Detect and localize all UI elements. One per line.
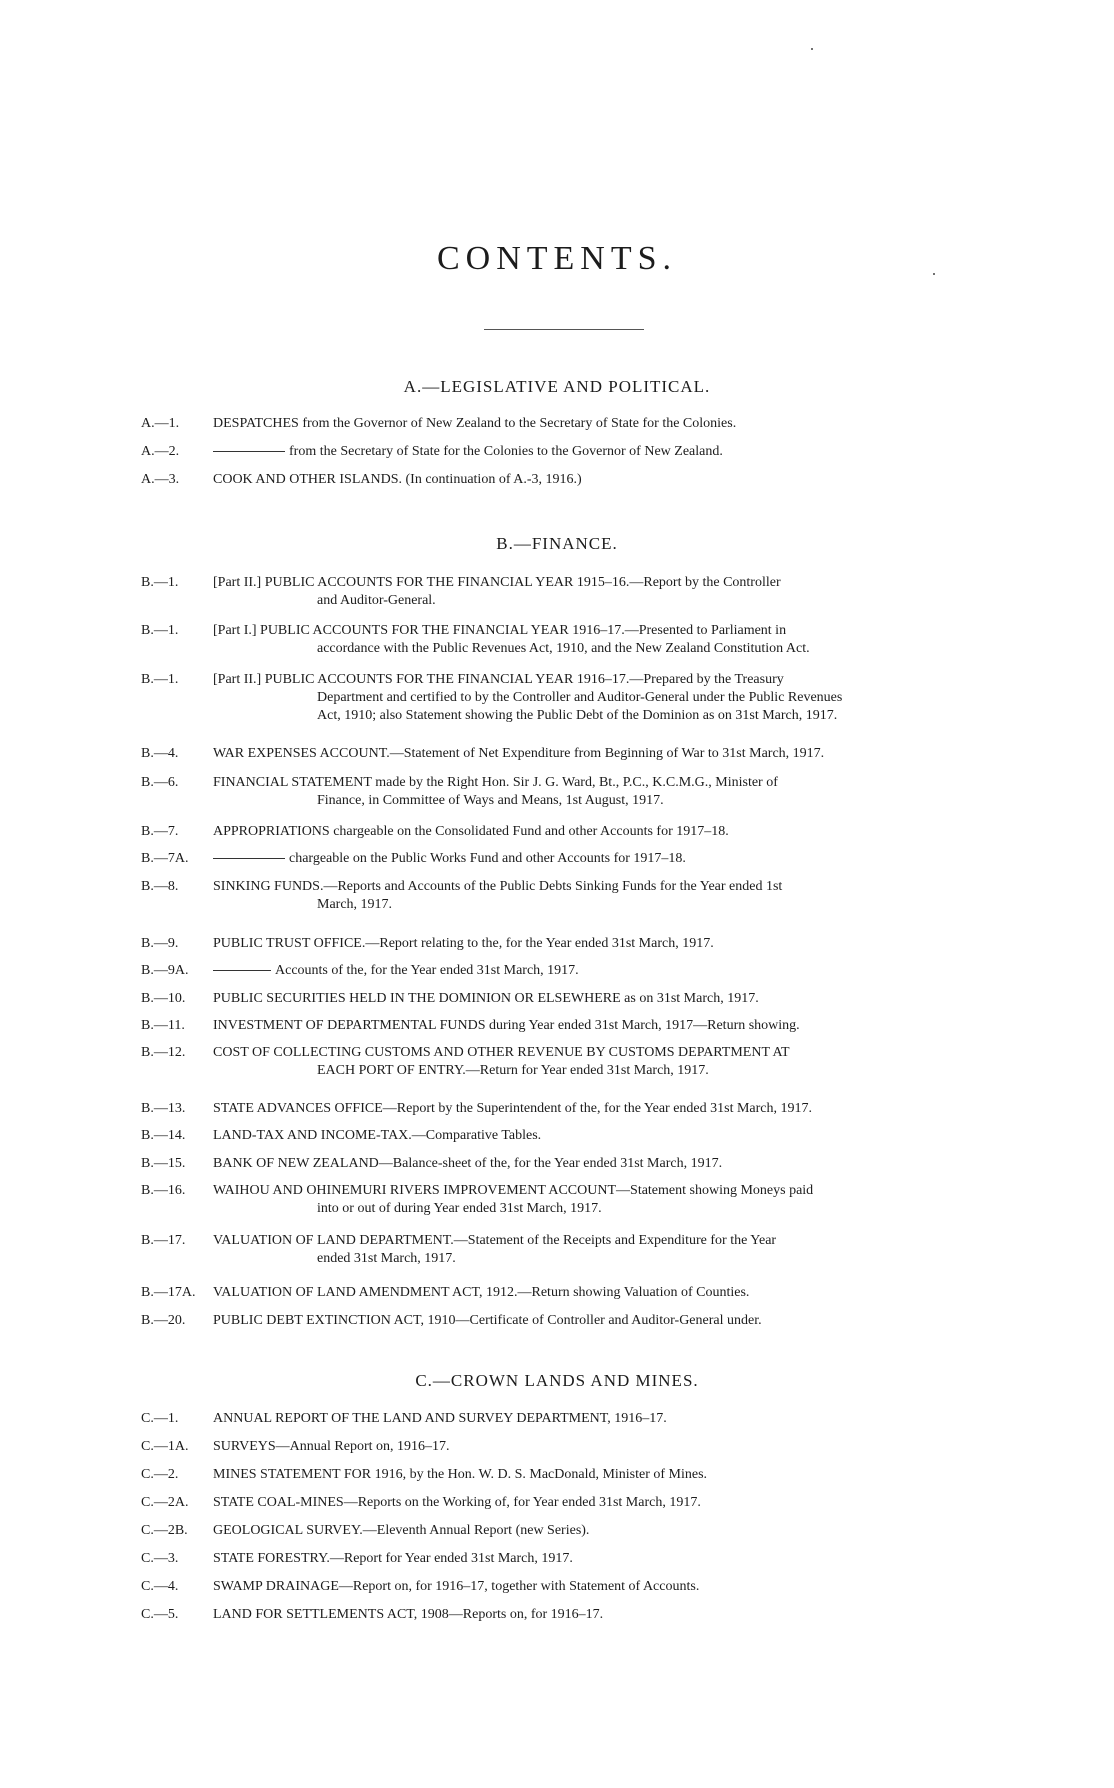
entry-text: COST OF COLLECTING CUSTOMS AND OTHER REVENUE BY CUSTOMS DEPARTMENT AT — [213, 1045, 790, 1060]
entry-code: C.—1. — [141, 1411, 179, 1426]
entry-text: [Part II.] PUBLIC ACCOUNTS FOR THE FINANCIAL YEAR 1915–16.—Report by the Controller — [213, 575, 781, 590]
entry-code: B.—1. — [141, 672, 179, 687]
entry-code: B.—4. — [141, 746, 179, 761]
entry-code: C.—2B. — [141, 1523, 188, 1538]
ditto-dash — [213, 970, 271, 971]
entry-text: PUBLIC SECURITIES HELD IN THE DOMINION OR ELSEWHERE as on 31st March, 1917. — [213, 991, 759, 1006]
entry-text: SINKING FUNDS.—Reports and Accounts of the Public Debts Sinking Funds for the Year ended 1st — [213, 879, 783, 894]
entry-text: GEOLOGICAL SURVEY.—Eleventh Annual Report (new Series). — [213, 1523, 590, 1538]
entry-code: B.—17A. — [141, 1285, 196, 1300]
entry-text: LAND-TAX AND INCOME-TAX.—Comparative Tables. — [213, 1128, 542, 1143]
entry-code: C.—2. — [141, 1467, 179, 1482]
entry-code: B.—17. — [141, 1233, 186, 1248]
entry-text: VALUATION OF LAND AMENDMENT ACT, 1912.—Return showing Valuation of Counties. — [213, 1285, 750, 1300]
entry-code: B.—12. — [141, 1045, 186, 1060]
entry-text: BANK OF NEW ZEALAND—Balance-sheet of the, for the Year ended 31st March, 1917. — [213, 1156, 723, 1171]
entry-text: DESPATCHES from the Governor of New Zealand to the Secretary of State for the Colonies. — [213, 416, 737, 431]
entry-text: PUBLIC DEBT EXTINCTION ACT, 1910—Certificate of Controller and Auditor-General under. — [213, 1313, 762, 1328]
entry-text-continuation: and Auditor-General. — [317, 593, 436, 608]
entry-text: SWAMP DRAINAGE—Report on, for 1916–17, together with Statement of Accounts. — [213, 1579, 700, 1594]
entry-text: [Part I.] PUBLIC ACCOUNTS FOR THE FINANCIAL YEAR 1916–17.—Presented to Parliament in — [213, 623, 787, 638]
entry-code: B.—10. — [141, 991, 186, 1006]
entry-text: STATE ADVANCES OFFICE—Report by the Superintendent of the, for the Year ended 31st March, 1917. — [213, 1101, 813, 1116]
entry-code: C.—3. — [141, 1551, 179, 1566]
entry-text: chargeable on the Public Works Fund and other Accounts for 1917–18. — [289, 851, 686, 866]
ditto-dash — [213, 451, 285, 452]
entry-code: B.—20. — [141, 1313, 186, 1328]
entry-code: C.—1A. — [141, 1439, 189, 1454]
title-rule — [484, 329, 644, 330]
entry-text-continuation: EACH PORT OF ENTRY.—Return for Year ended 31st March, 1917. — [317, 1063, 709, 1078]
scan-speck — [811, 48, 813, 50]
entry-code: B.—6. — [141, 775, 179, 790]
entry-code: B.—1. — [141, 575, 179, 590]
entry-text: MINES STATEMENT FOR 1916, by the Hon. W. D. S. MacDonald, Minister of Mines. — [213, 1467, 708, 1482]
entry-code: C.—2A. — [141, 1495, 189, 1510]
entry-text: STATE FORESTRY.—Report for Year ended 31st March, 1917. — [213, 1551, 573, 1566]
entry-code: A.—1. — [141, 416, 180, 431]
entry-text: APPROPRIATIONS chargeable on the Consolidated Fund and other Accounts for 1917–18. — [213, 824, 729, 839]
entry-text-continuation: into or out of during Year ended 31st March, 1917. — [317, 1201, 602, 1216]
entry-text-continuation: ended 31st March, 1917. — [317, 1251, 456, 1266]
entry-text-continuation: Department and certified to by the Controller and Auditor-General under the Public Revenues — [317, 690, 843, 705]
scan-speck — [933, 273, 935, 275]
entry-code: B.—14. — [141, 1128, 186, 1143]
entry-text: [Part II.] PUBLIC ACCOUNTS FOR THE FINANCIAL YEAR 1916–17.—Prepared by the Treasury — [213, 672, 784, 687]
section-heading-finance: B.—FINANCE. — [496, 534, 618, 553]
entry-text: STATE COAL-MINES—Reports on the Working of, for Year ended 31st March, 1917. — [213, 1495, 701, 1510]
entry-text-continuation: March, 1917. — [317, 897, 393, 912]
entry-code: B.—8. — [141, 879, 179, 894]
entry-text: SURVEYS—Annual Report on, 1916–17. — [213, 1439, 450, 1454]
entry-text-continuation: Act, 1910; also Statement showing the Public Debt of the Dominion as on 31st March, 1917. — [317, 708, 838, 723]
entry-code: C.—5. — [141, 1607, 179, 1622]
entry-code: B.—11. — [141, 1018, 185, 1033]
entry-text: from the Secretary of State for the Colonies to the Governor of New Zealand. — [289, 444, 723, 459]
entry-code: A.—3. — [141, 472, 180, 487]
entry-code: B.—9. — [141, 936, 179, 951]
entry-text: WAR EXPENSES ACCOUNT.—Statement of Net Expenditure from Beginning of War to 31st March, 1917. — [213, 746, 825, 761]
entry-code: A.—2. — [141, 444, 180, 459]
entry-text: LAND FOR SETTLEMENTS ACT, 1908—Reports on, for 1916–17. — [213, 1607, 604, 1622]
entry-code: B.—15. — [141, 1156, 186, 1171]
entry-text: Accounts of the, for the Year ended 31st March, 1917. — [275, 963, 579, 978]
entry-code: B.—9A. — [141, 963, 189, 978]
entry-text: PUBLIC TRUST OFFICE.—Report relating to the, for the Year ended 31st March, 1917. — [213, 936, 714, 951]
section-heading-legislative: A.—LEGISLATIVE AND POLITICAL. — [403, 377, 711, 396]
entry-code: B.—16. — [141, 1183, 186, 1198]
entry-code: B.—7A. — [141, 851, 189, 866]
entry-code: B.—1. — [141, 623, 179, 638]
entry-text-continuation: Finance, in Committee of Ways and Means, 1st August, 1917. — [317, 793, 664, 808]
entry-text: WAIHOU AND OHINEMURI RIVERS IMPROVEMENT ACCOUNT—Statement showing Moneys paid — [213, 1183, 814, 1198]
section-heading-crown-lands: C.—CROWN LANDS AND MINES. — [415, 1371, 699, 1390]
entry-text: INVESTMENT OF DEPARTMENTAL FUNDS during Year ended 31st March, 1917—Return showing. — [213, 1018, 800, 1033]
entry-text: VALUATION OF LAND DEPARTMENT.—Statement of the Receipts and Expenditure for the Year — [213, 1233, 777, 1248]
entry-code: B.—7. — [141, 824, 179, 839]
entry-text: FINANCIAL STATEMENT made by the Right Hon. Sir J. G. Ward, Bt., P.C., K.C.M.G., Minister of — [213, 775, 778, 790]
entry-text: COOK AND OTHER ISLANDS. (In continuation of A.-3, 1916.) — [213, 472, 582, 487]
entry-text-continuation: accordance with the Public Revenues Act, 1910, and the New Zealand Constitution Act. — [317, 641, 810, 656]
ditto-dash — [213, 858, 285, 859]
page-title: CONTENTS. — [436, 240, 678, 277]
entry-text: ANNUAL REPORT OF THE LAND AND SURVEY DEPARTMENT, 1916–17. — [213, 1411, 667, 1426]
entry-code: C.—4. — [141, 1579, 179, 1594]
entry-code: B.—13. — [141, 1101, 186, 1116]
